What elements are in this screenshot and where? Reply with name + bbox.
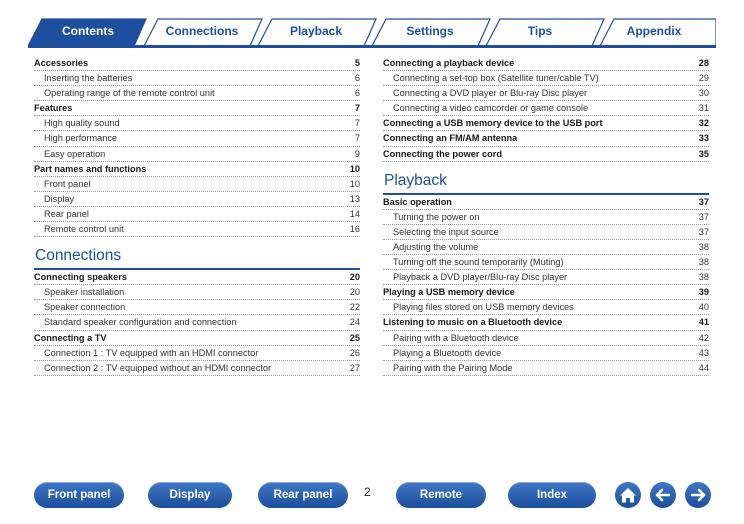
toc-entry[interactable] — [34, 222, 360, 237]
toc-entry-page: 24 — [349, 317, 360, 328]
toc-entry-title: Basic operation — [383, 196, 452, 207]
toc-entry-title: Turning off the sound temporarily (Muting) — [393, 257, 564, 268]
tab-underline — [28, 45, 716, 48]
toc-entry-page: 33 — [698, 133, 709, 144]
toc-entry-title: Operating range of the remote control unit — [44, 88, 215, 99]
toc-entry[interactable] — [383, 240, 709, 255]
toc-entry-page: 37 — [698, 226, 709, 237]
home-icon — [615, 482, 641, 508]
toc-entry-page: 7 — [354, 118, 360, 129]
toc-entry[interactable] — [383, 270, 709, 285]
toc-entry-title: Listening to music on a Bluetooth device — [383, 317, 563, 328]
toc-entry-title: Connecting a playback device — [383, 58, 515, 68]
toc-entry[interactable] — [34, 162, 360, 177]
toc-entry[interactable] — [383, 255, 709, 270]
toc-entry-page: 38 — [698, 257, 709, 268]
toc-entry[interactable] — [383, 195, 709, 210]
toc-entry-page: 10 — [349, 163, 360, 174]
toc-entry[interactable] — [34, 147, 360, 162]
arrow-left-icon — [650, 482, 676, 508]
toc-entry-page: 30 — [698, 88, 709, 99]
toc-entry-page: 29 — [698, 73, 709, 84]
toc-entry-page: 22 — [349, 302, 360, 313]
toc-entry-page: 10 — [349, 178, 360, 189]
toc-entry-title: Remote control unit — [44, 224, 124, 235]
forward-button[interactable] — [685, 482, 711, 508]
toc-entry-page: 38 — [698, 272, 709, 283]
toc-entry-page: 41 — [698, 317, 709, 328]
toc-entry-title: Pairing with a Bluetooth device — [393, 332, 519, 343]
toc-entry-page: 14 — [349, 208, 360, 219]
toc-entry-title: Adjusting the volume — [393, 241, 479, 252]
toc-entry-title: High quality sound — [44, 118, 120, 129]
toc-entry-page: 7 — [354, 133, 360, 144]
tab-tips[interactable]: Tips — [527, 24, 553, 38]
toc-entry-title: Inserting the batteries — [44, 73, 133, 84]
index-button[interactable]: Index — [508, 482, 596, 508]
toc-entry-title: Selecting the input source — [393, 226, 499, 237]
toc-entry-title: High performance — [44, 133, 118, 144]
toc-entry[interactable] — [383, 361, 709, 376]
toc-entry-page: 20 — [349, 287, 360, 298]
toc-entry-title: Connecting a DVD player or Blu-ray Disc player — [393, 88, 588, 99]
toc-entry[interactable] — [383, 116, 709, 131]
tab-bar — [28, 17, 716, 47]
tab-appendix[interactable]: Appendix — [626, 24, 682, 38]
toc-entry-page: 6 — [354, 73, 360, 84]
section-heading-playback: Playback — [383, 171, 709, 195]
toc-entry[interactable] — [34, 361, 360, 376]
toc-entry[interactable] — [383, 285, 709, 300]
section-heading-connections: Connections — [34, 246, 360, 270]
toc-entry-title: Connecting a TV — [34, 332, 107, 343]
toc-entry-title: Speaker connection — [44, 302, 126, 313]
toc-entry[interactable] — [383, 71, 709, 86]
toc-right-column — [383, 56, 709, 376]
toc-entry[interactable] — [383, 300, 709, 315]
toc-entry-title: Connecting a USB memory device to the USB port — [383, 118, 603, 129]
toc-entry[interactable] — [383, 86, 709, 101]
toc-entry-page: 42 — [698, 332, 709, 343]
toc-entry[interactable] — [34, 270, 360, 285]
toc-entry-title: Pairing with the Pairing Mode — [393, 362, 513, 373]
toc-entry-title: Display — [44, 193, 75, 204]
toc-entry[interactable] — [34, 285, 360, 300]
toc-entry-title: Connecting the power cord — [383, 148, 502, 159]
toc-entry[interactable] — [34, 315, 360, 330]
toc-entry-page: 35 — [698, 148, 709, 159]
toc-entry-title: Connection 2 : TV equipped without an HDMI connector — [44, 362, 272, 373]
toc-entry-title: Standard speaker configuration and connection — [44, 317, 237, 328]
display-button[interactable]: Display — [148, 482, 232, 508]
toc-entry[interactable] — [383, 147, 709, 162]
toc-entry[interactable] — [34, 192, 360, 207]
arrow-right-icon — [685, 482, 711, 508]
toc-entry-page: 6 — [354, 88, 360, 99]
toc-entry-page: 39 — [698, 287, 709, 298]
tab-settings[interactable]: Settings — [406, 24, 454, 38]
toc-entry-page: 40 — [698, 302, 709, 313]
toc-entry[interactable] — [383, 131, 709, 146]
toc-entry-title: Part names and functions — [34, 163, 147, 174]
toc-entry-title: Playback a DVD player/Blu-ray Disc player — [393, 272, 568, 283]
toc-entry[interactable] — [383, 210, 709, 225]
toc-entry[interactable] — [34, 331, 360, 346]
toc-entry-page: 38 — [698, 241, 709, 252]
toc-entry[interactable] — [383, 101, 709, 116]
toc-entry-title: Speaker installation — [44, 287, 125, 298]
toc-entry-page: 26 — [349, 347, 360, 358]
toc-entry-page: 27 — [349, 362, 360, 373]
toc-entry-page: 20 — [349, 272, 360, 283]
home-button[interactable] — [615, 482, 641, 508]
toc-entry[interactable] — [383, 315, 709, 330]
toc-entry-title: Connecting speakers — [34, 272, 127, 283]
back-button[interactable] — [650, 482, 676, 508]
toc-entry-page: 31 — [698, 103, 709, 114]
footer-nav — [0, 480, 744, 510]
toc-entry[interactable] — [34, 56, 360, 71]
toc-list-connections-continued — [383, 56, 709, 162]
remote-button[interactable]: Remote — [396, 482, 486, 508]
toc-entry-title: Connecting a video camcorder or game console — [393, 103, 589, 114]
toc-entry[interactable] — [34, 86, 360, 101]
toc-entry-title: Playing files stored on USB memory devices — [393, 302, 574, 313]
toc-entry-page: 37 — [698, 211, 709, 222]
toc-list-connections — [34, 270, 360, 376]
toc-entry-title: Accessories — [34, 58, 89, 68]
toc-entry[interactable] — [383, 331, 709, 346]
tab-playback[interactable]: Playback — [289, 24, 343, 38]
toc-entry-page: 13 — [349, 193, 360, 204]
toc-entry[interactable] — [34, 101, 360, 116]
toc-entry-title: Playing a USB memory device — [383, 287, 515, 298]
toc-entry-page: 25 — [349, 332, 360, 343]
page-number: 2 — [364, 485, 371, 499]
toc-entry[interactable] — [34, 116, 360, 131]
toc-entry[interactable] — [34, 207, 360, 222]
toc-list-getting-started — [34, 56, 360, 237]
toc-entry-title: Easy operation — [44, 148, 106, 159]
front-panel-button[interactable]: Front panel — [34, 482, 124, 508]
toc-entry-title: Features — [34, 103, 73, 114]
rear-panel-button[interactable]: Rear panel — [258, 482, 348, 508]
toc-entry-title: Connecting a set-top box (Satellite tuner/cable TV) — [393, 73, 599, 84]
toc-entry-page: 9 — [354, 148, 360, 159]
toc-entry[interactable] — [34, 71, 360, 86]
toc-entry[interactable] — [34, 131, 360, 146]
toc-entry-page: 32 — [698, 118, 709, 129]
toc-left-column — [34, 56, 360, 376]
toc-entry[interactable] — [383, 346, 709, 361]
toc-entry[interactable] — [34, 346, 360, 361]
toc-entry-page: 5 — [354, 58, 360, 68]
toc-entry-title: Playing a Bluetooth device — [393, 347, 502, 358]
toc-list-playback — [383, 195, 709, 376]
toc-entry-title: Rear panel — [44, 208, 89, 219]
toc-entry-page: 16 — [349, 224, 360, 235]
toc-entry-title: Connection 1 : TV equipped with an HDMI connector — [44, 347, 259, 358]
toc-entry[interactable] — [34, 300, 360, 315]
toc-entry-page: 44 — [698, 362, 709, 373]
tab-contents[interactable]: Contents — [62, 24, 114, 38]
toc-entry[interactable] — [34, 177, 360, 192]
toc-entry-page: 28 — [698, 58, 709, 68]
toc-entry-title: Turning the power on — [393, 211, 480, 222]
toc-entry[interactable] — [383, 225, 709, 240]
tab-connections[interactable]: Connections — [165, 24, 239, 38]
toc-entry[interactable] — [383, 56, 709, 71]
toc-entry-title: Connecting an FM/AM antenna — [383, 133, 518, 144]
toc-entry-title: Front panel — [44, 178, 91, 189]
toc-entry-page: 37 — [698, 196, 709, 207]
toc-entry-page: 43 — [698, 347, 709, 358]
toc-entry-page: 7 — [354, 103, 360, 114]
